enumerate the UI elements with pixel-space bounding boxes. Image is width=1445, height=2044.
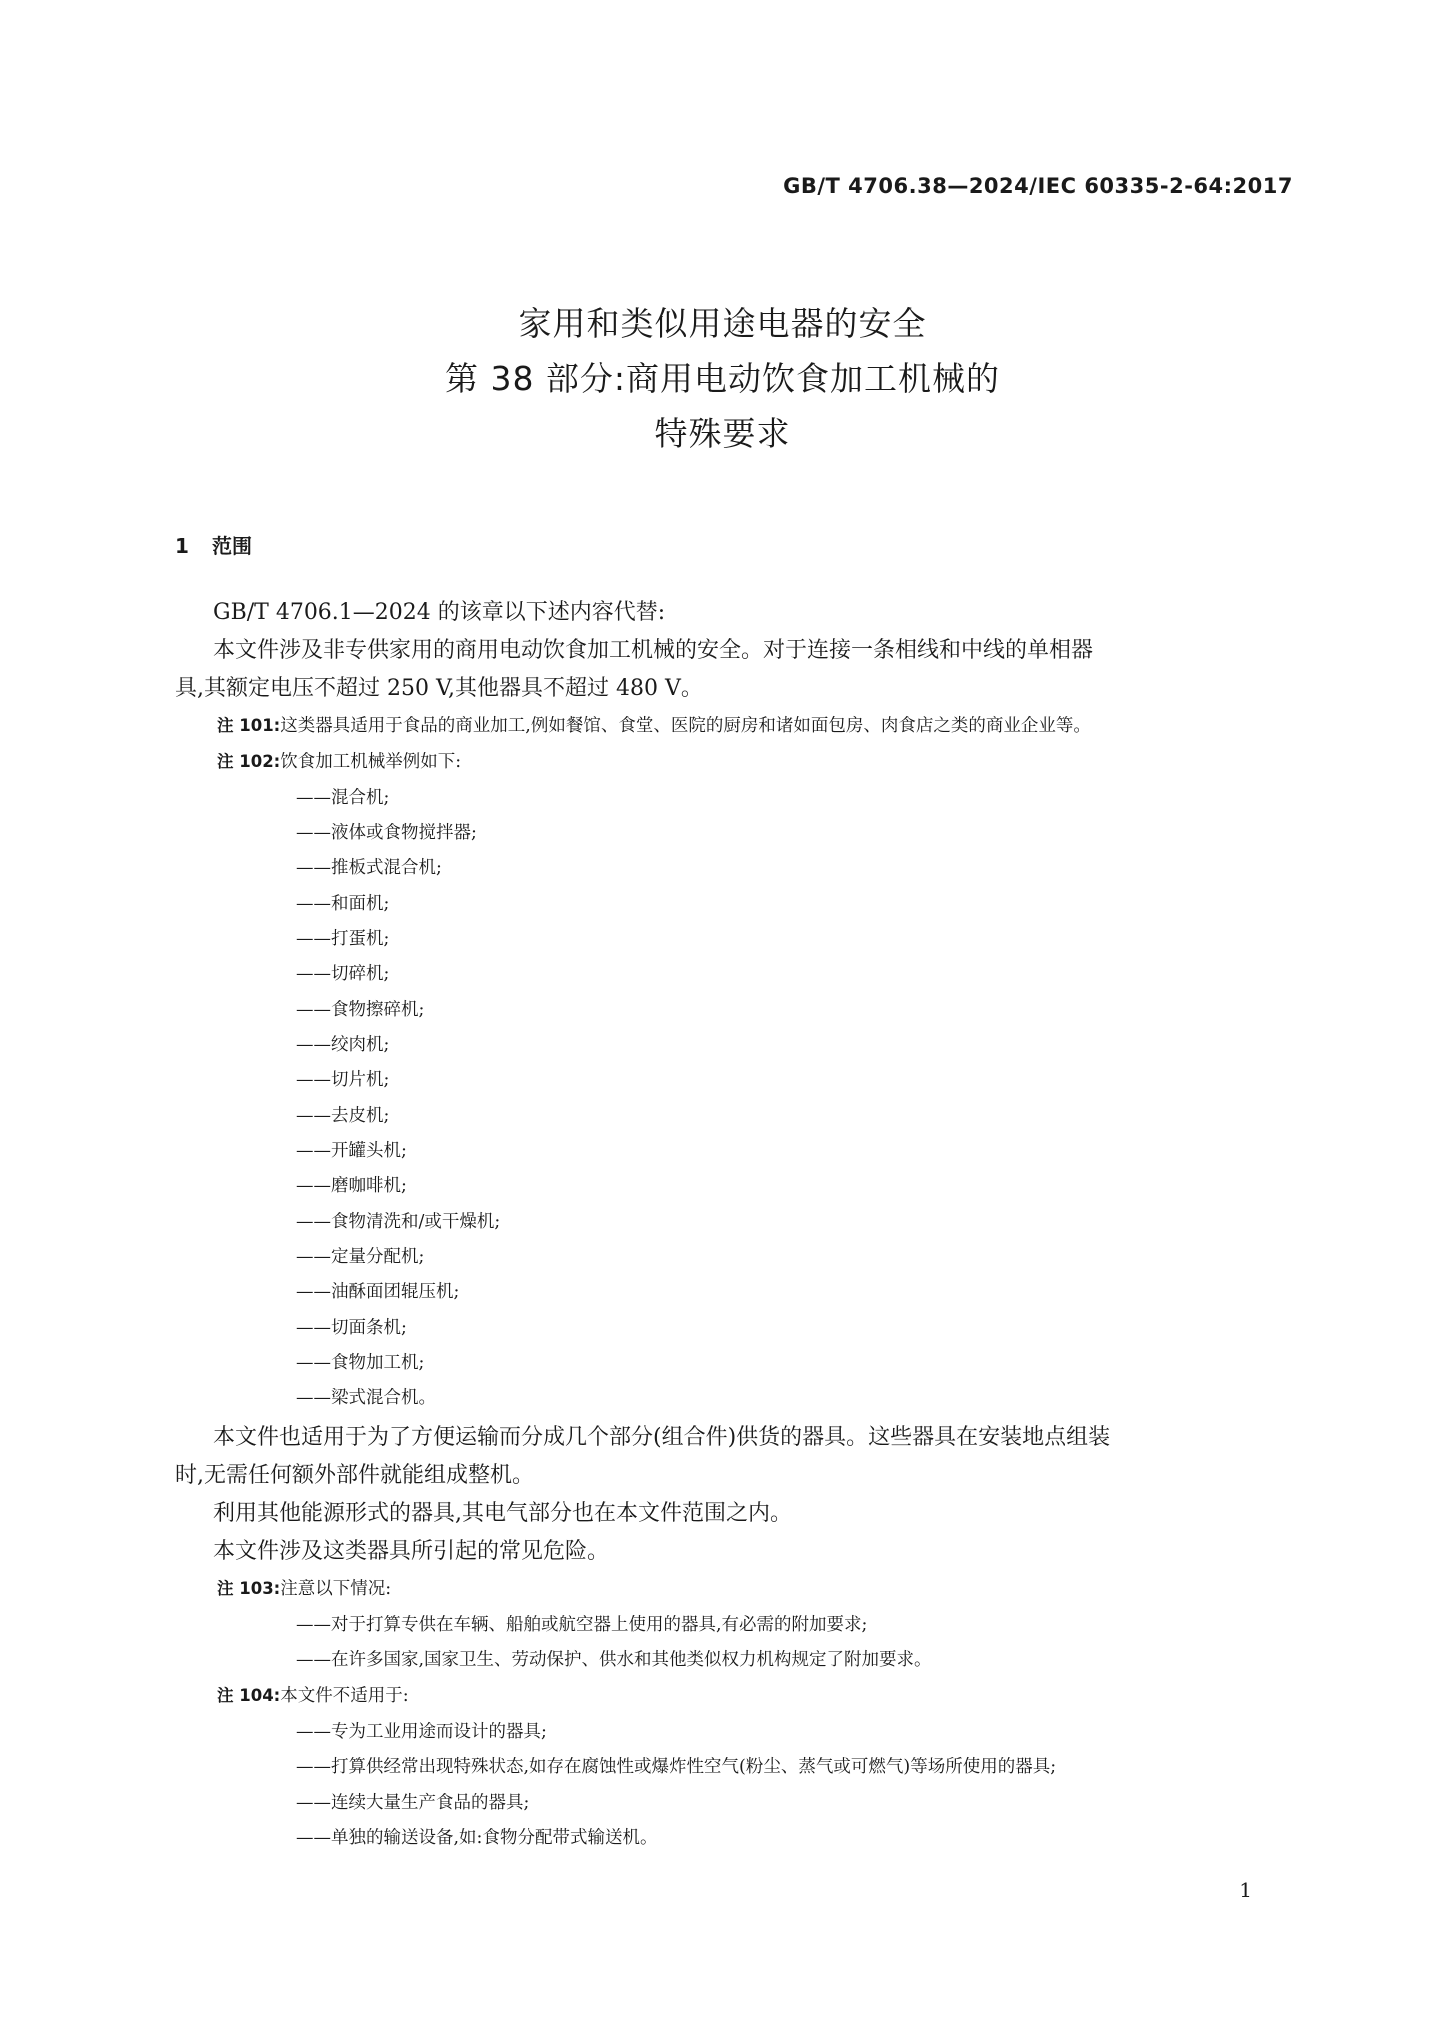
list-item: ——绞肉机; (296, 1035, 390, 1055)
list-item: ——打蛋机; (296, 929, 390, 949)
note-101 (217, 712, 1091, 737)
list-item: ——打算供经常出现特殊状态,如存在腐蚀性或爆炸性空气(粉尘、蒸气或可燃气)等场所使用的器具; (296, 1757, 1057, 1777)
note-104 (217, 1682, 409, 1707)
paragraph-assembly-line-2: 时,无需任何额外部件就能组成整机。 (175, 1463, 534, 1488)
paragraph-other-energy: 利用其他能源形式的器具,其电气部分也在本文件范围之内。 (213, 1501, 792, 1526)
section-title: 范围 (212, 534, 252, 558)
list-item: ——和面机; (296, 894, 390, 914)
list-item: ——单独的输送设备,如:食物分配带式输送机。 (296, 1828, 658, 1848)
page-number: 1 (1239, 1878, 1252, 1902)
section-heading (175, 530, 252, 559)
list-item: ——切碎机; (296, 964, 390, 984)
list-item: ——梁式混合机。 (296, 1388, 436, 1408)
list-item: ——食物加工机; (296, 1353, 425, 1373)
note-text: 这类器具适用于食品的商业加工,例如餐馆、食堂、医院的厨房和诸如面包房、肉食店之类的商业企业等。 (280, 716, 1091, 736)
list-item: ——在许多国家,国家卫生、劳动保护、供水和其他类似权力机构规定了附加要求。 (296, 1650, 932, 1670)
list-item: ——切片机; (296, 1070, 390, 1090)
section-number: 1 (175, 534, 189, 558)
note-label: 注 104: (217, 1686, 281, 1705)
list-item: ——对于打算专供在车辆、船舶或航空器上使用的器具,有必需的附加要求; (296, 1615, 868, 1635)
list-item: ——切面条机; (296, 1318, 407, 1338)
title-line-1: 家用和类似用途电器的安全 (518, 304, 927, 343)
list-item: ——磨咖啡机; (296, 1176, 407, 1196)
note-text: 饮食加工机械举例如下: (280, 752, 462, 772)
paragraph-hazards: 本文件涉及这类器具所引起的常见危险。 (213, 1539, 610, 1564)
note-label: 注 102: (217, 752, 281, 771)
note-label: 注 101: (217, 716, 281, 735)
list-item: ——定量分配机; (296, 1247, 425, 1267)
title-line-3: 特殊要求 (654, 414, 791, 453)
list-item: ——混合机; (296, 788, 390, 808)
list-item: ——开罐头机; (296, 1141, 407, 1161)
list-item: ——专为工业用途而设计的器具; (296, 1722, 547, 1742)
list-item: ——食物清洗和/或干燥机; (296, 1212, 501, 1232)
note-text: 本文件不适用于: (280, 1686, 409, 1706)
paragraph-scope-line-2: 具,其额定电压不超过 250 V,其他器具不超过 480 V。 (175, 676, 703, 701)
list-item: ——液体或食物搅拌器; (296, 823, 477, 843)
paragraph-scope-line-1: 本文件涉及非专供家用的商用电动饮食加工机械的安全。对于连接一条相线和中线的单相器 (213, 638, 1094, 663)
paragraph-assembly-line-1: 本文件也适用于为了方便运输而分成几个部分(组合件)供货的器具。这些器具在安装地点组装 (213, 1425, 1111, 1450)
list-item: ——推板式混合机; (296, 858, 442, 878)
standard-id: GB/T 4706.38—2024/IEC 60335-2-64:2017 (783, 174, 1293, 198)
note-text: 注意以下情况: (280, 1579, 392, 1599)
paragraph-replace: GB/T 4706.1—2024 的该章以下述内容代替: (213, 600, 666, 625)
note-102 (217, 748, 461, 773)
title-line-2: 第 38 部分:商用电动饮食加工机械的 (444, 359, 1001, 398)
list-item: ——去皮机; (296, 1106, 390, 1126)
list-item: ——连续大量生产食品的器具; (296, 1793, 530, 1813)
note-103 (217, 1575, 391, 1600)
list-item: ——食物擦碎机; (296, 1000, 425, 1020)
list-item: ——油酥面团辊压机; (296, 1282, 460, 1302)
note-label: 注 103: (217, 1579, 281, 1598)
